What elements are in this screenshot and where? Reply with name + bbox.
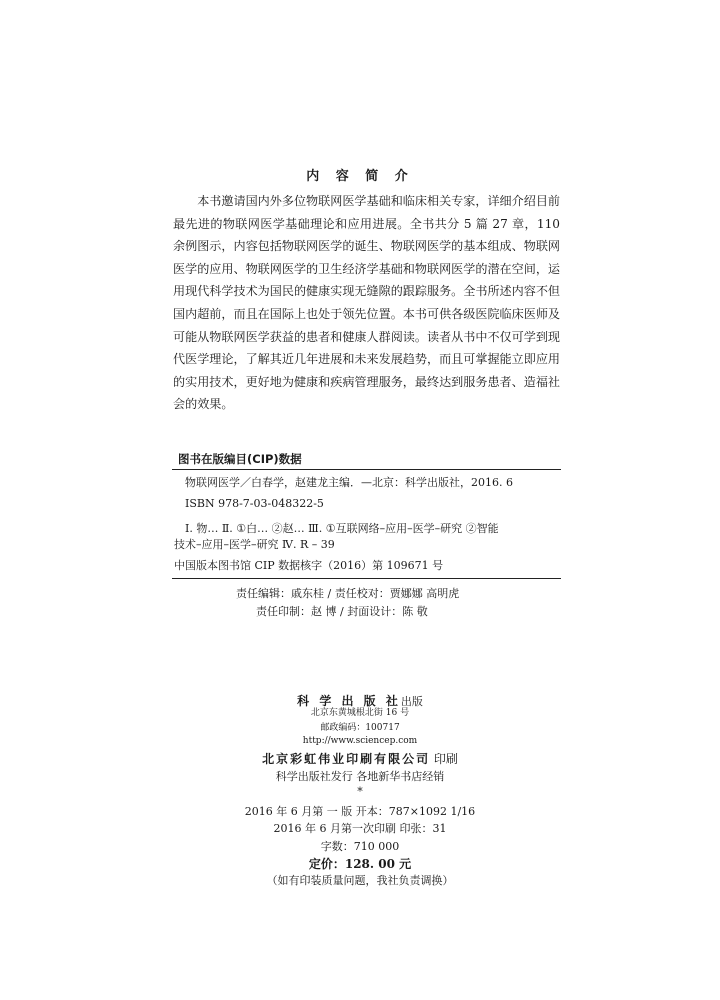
printer-line [0, 750, 720, 767]
edition-line: 2016 年 6 月第 一 版 开本：787×1092 1/16 [244, 805, 476, 818]
credits-production: 责任印制：赵 博 / 封面设计：陈 敬 [256, 605, 428, 618]
word-count: 字数：710 000 [320, 840, 400, 853]
printing-line: 2016 年 6 月第一次印刷 印张：31 [273, 822, 447, 835]
printer-suffix: 印刷 [433, 752, 458, 766]
cip-classification-line: Ⅰ. 物… Ⅱ. ①白… ②赵… Ⅲ. ①互联网络–应用–医学–研究 ②智能 [185, 522, 499, 535]
summary-title: 内 容 简 介 [306, 169, 414, 184]
cip-classification-line-2: 技术–应用–医学–研究 Ⅳ. R – 39 [174, 538, 335, 551]
printer-name: 北京彩虹伟业印刷有限公司 [262, 752, 431, 766]
separator-star: * [357, 785, 363, 798]
credits-editors: 责任编辑：戚东桂 / 责任校对：贾娜娜 高明虎 [236, 587, 460, 600]
distribution-line: 科学出版社发行 各地新华书店经销 [275, 770, 445, 783]
cip-heading: 图书在版编目(CIP)数据 [178, 452, 302, 466]
cip-catalog-line: 物联网医学／白春学，赵建龙主编．—北京：科学出版社，2016. 6 [185, 476, 513, 489]
publisher-website: http://www.sciencep.com [302, 736, 418, 746]
publisher-name-suffix: 出版 [400, 695, 423, 708]
publisher-name: 科 学 出 版 社 [297, 694, 401, 708]
price: 定价：128. 00 元 [308, 857, 412, 871]
summary-body: 本书邀请国内外多位物联网医学基础和临床相关专家，详细介绍目前最先进的物联网医学基础理论和应用进展。全书共分 5 篇 27 章，110 余例图示，内容包括物联网医学的诞生、物联网医学的基本组成、物联网医学的应用、物联网医学的卫生经济学基础和物联网医学的潜在空间，运用现代科学技术为国民的健康实现无缝隙的跟踪服务。全书所述内容不但国内超前，而且在国际上也处于领先位置。本书可供各级医院临床医师及可能从物联网医学获益的患者和健康人群阅读。读者从书中不仅可学到现代医学理论，了解其近几年进展和未来发展趋势，而且可掌握能立即应用的实用技术，更好地为健康和疾病管理服务，最终达到服务患者、造福社会的效果。 [173, 194, 561, 412]
publisher-address: 北京东黄城根北街 16 号 [310, 708, 410, 718]
cip-record-number: 中国版本图书馆 CIP 数据核字（2016）第 109671 号 [174, 559, 444, 572]
publisher-postcode: 邮政编码：100717 [320, 723, 400, 733]
cip-top-rule [172, 469, 561, 470]
cip-isbn-line: ISBN 978-7-03-048322-5 [185, 497, 324, 510]
quality-notice: （如有印装质量问题，我社负责调换） [266, 874, 454, 887]
cip-bottom-rule [172, 578, 561, 579]
